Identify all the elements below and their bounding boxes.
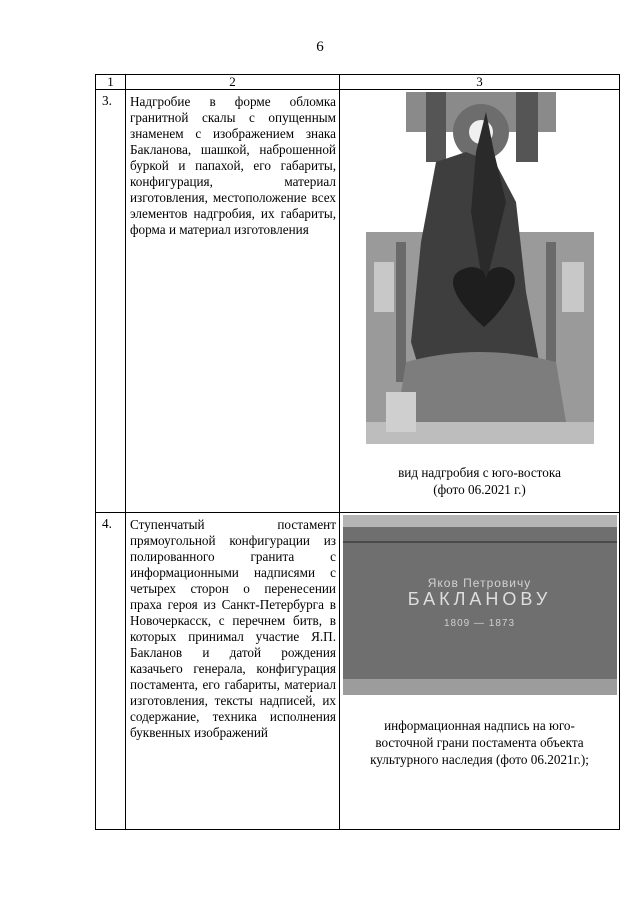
photo-caption-line: культурного наследия (фото 06.2021г.);: [370, 752, 589, 767]
table-header-row: [96, 75, 620, 90]
photo-cell: [340, 90, 620, 513]
row-description: [126, 513, 340, 830]
row-description: [126, 90, 340, 513]
table-row: [96, 513, 620, 830]
inscription-text-dates: 1809 — 1873: [443, 618, 516, 629]
column-header-1: 1: [96, 75, 126, 90]
photo-caption-line: восточной грани постамента объекта: [375, 735, 584, 750]
row-number: 3.: [96, 90, 126, 513]
table-row: [96, 90, 620, 513]
column-header-2: 2: [126, 75, 340, 90]
description-text: Надгробие в форме обломка гранитной скалы с опущенным знаменем с изображением знака Бакланова, шашкой, наброшенной буркой и папахой, его габариты, конфигурация, материал изготовления, местоположение всех элементов надгробия, их габариты, форма и материал изготовления: [130, 94, 336, 237]
column-header-3: 3: [340, 75, 620, 90]
photo-caption-line: информационная надпись на юго-: [384, 718, 575, 733]
page-number: 6: [316, 39, 324, 55]
inscription-text-surname: БАКЛАНОВУ: [407, 589, 552, 609]
photo-caption-line: (фото 06.2021 г.): [433, 482, 526, 497]
photo-cell: [340, 513, 620, 830]
monument-table: [95, 74, 620, 830]
inscription-text-name: Яков Петровичу: [427, 576, 532, 590]
row-number: 4.: [96, 513, 126, 830]
photo-caption-line: вид надгробия с юго-востока: [398, 465, 561, 480]
inscription-photo: [343, 515, 617, 695]
description-text: Ступенчатый постамент прямоугольной конфигурации из полированного гранита с информационными надписями с четырех сторон о перенесении праха героя из Санкт-Петербурга в Новочеркасск, с перечнем битв, в которых принимал участие Я.П. Бакланов и датой рождения казачьего генерала, конфигурация постамента, его габариты, материал изготовления, тексты надписей, их содержание, техника исполнения буквенных изображений: [130, 517, 336, 740]
tombstone-photo: [366, 92, 594, 444]
